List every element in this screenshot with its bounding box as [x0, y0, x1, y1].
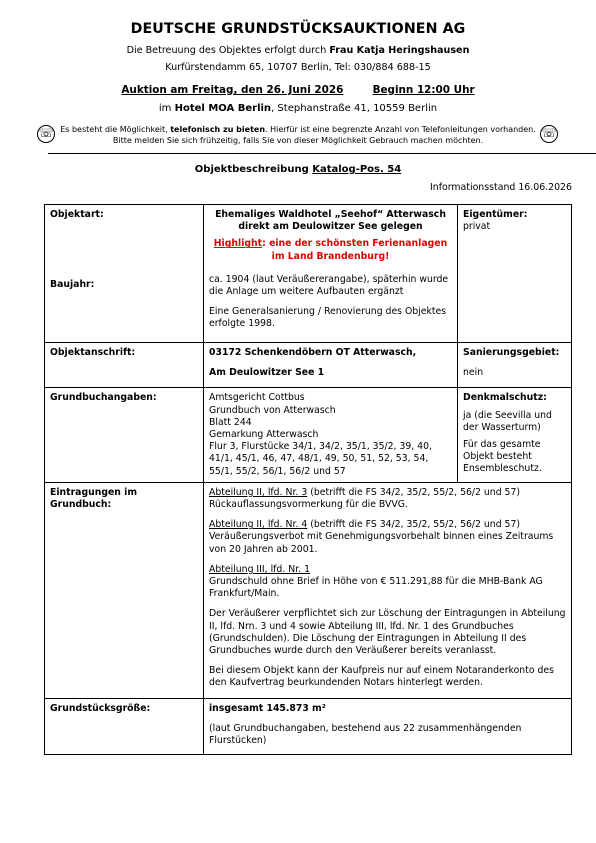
table-row	[45, 482, 572, 698]
table-row	[45, 698, 572, 755]
telephone-bidding-notice	[58, 124, 538, 146]
value-cell	[204, 698, 572, 755]
eintragungen-label: Eintragungen im Grundbuch:	[50, 486, 138, 511]
denkmal-value: ja (die Seevilla und der Wasserturm)	[463, 409, 552, 433]
entry-heading: Abteilung II, lfd. Nr. 3	[209, 486, 308, 498]
entry-heading: Abteilung III, lfd. Nr. 1	[209, 563, 310, 575]
value-cell	[204, 388, 458, 482]
table-row	[45, 343, 572, 388]
grundbuch-line: Amtsgericht Cottbus	[209, 392, 305, 404]
entry-text: Grundschuld ohne Brief in Höhe von € 511.291,88 für die MHB-Bank AG Frankfurt/Main.	[209, 576, 543, 600]
groesse-note: (laut Grundbuchangaben, bestehend aus 22 zusammenhängenden Flurstücken)	[209, 722, 522, 747]
anschrift-line1: 03172 Schenkendöbern OT Atterwasch,	[209, 347, 417, 358]
page-title: DEUTSCHE GRUNDSTÜCKSAUKTIONEN AG	[130, 21, 466, 37]
address-line: Kurfürstendamm 65, 10707 Berlin, Tel: 030/884 688-15	[165, 62, 431, 73]
highlight-label: Highlight	[213, 238, 263, 250]
entry-text: (betrifft die FS 34/2, 35/2, 55/2, 56/2 und 57) Veräußerungsverbot mit Genehmigungsvorbehalt binnen eines Zeitraums von 20 Jahren ab 2001.	[209, 519, 554, 555]
description-heading	[0, 164, 596, 175]
grundbuch-line: Grundbuch von Atterwasch	[209, 404, 336, 416]
phone-icon: ☏	[37, 125, 55, 143]
objektart-title: Ehemaliges Waldhotel „Seehof“ Atterwasch direkt am Deulowitzer See gelegen	[215, 209, 446, 233]
venue-name: Hotel MOA Berlin	[174, 103, 272, 114]
sanierung-text: Eine Generalsanierung / Renovierung des Objektes erfolgte 1998.	[209, 306, 447, 330]
care-prefix: Die Betreuung des Objektes erfolgt durch	[126, 45, 327, 56]
phone-icon: ☏	[540, 125, 558, 143]
table-row	[45, 388, 572, 482]
care-person: Frau Katja Heringshausen	[329, 45, 470, 56]
grundbuch-line: Flur 3, Flurstücke 34/1, 34/2, 35/1, 35/2, 39, 40, 41/1, 45/1, 46, 47, 48/1, 49, 50, 51, 52, 53, 54, 55/1, 55/2, 56/1, 56/2 und 57	[209, 441, 432, 477]
value-cell	[204, 205, 458, 343]
objektart-label: Objektart:	[50, 209, 104, 220]
grundbuch-label: Grundbuchangaben:	[50, 392, 157, 404]
catalog-position: Katalog-Pos. 54	[312, 164, 402, 175]
anschrift-line2: Am Deulowitzer See 1	[209, 367, 325, 379]
label-cell	[45, 205, 204, 343]
denkmal-note: Für das gesamte Objekt besteht Ensembleschutz.	[463, 439, 542, 475]
property-table	[44, 204, 572, 755]
notice-text-2: . Hierfür ist eine begrenzte Anzahl von Telefonleitungen vorhanden. Bitte melden Sie sich frühzeitig, falls Sie von dieser Möglichkeit Gebrauch machen möchten.	[112, 125, 536, 145]
sanierungsgebiet-label: Sanierungsgebiet:	[463, 347, 560, 358]
side-cell	[458, 343, 572, 388]
eigentuemer-label: Eigentümer:	[463, 209, 528, 220]
grundbuch-line: Gemarkung Atterwasch	[209, 429, 319, 441]
notice-text: Es besteht die Möglichkeit,	[60, 125, 168, 134]
auction-date: Auktion am Freitag, den 26. Juni 2026	[121, 84, 344, 96]
side-cell	[458, 388, 572, 482]
anschrift-label: Objektanschrift:	[50, 347, 136, 358]
value-cell	[204, 482, 572, 698]
entry-text: Bei diesem Objekt kann der Kaufpreis nur auf einem Notaranderkonto des den Kaufvertrag beurkundenden Notars hinterlegt werden.	[209, 665, 554, 689]
denkmal-label: Denkmalschutz:	[463, 392, 547, 404]
side-cell	[458, 205, 572, 343]
baujahr-label: Baujahr:	[50, 279, 95, 291]
highlight-text: : eine der schönsten Ferienanlagen im Land Brandenburg!	[262, 238, 448, 262]
venue-prefix: im	[158, 103, 172, 114]
entry-2	[209, 519, 566, 556]
groesse-value: insgesamt 145.873 m²	[209, 702, 326, 714]
notice-bold: telefonisch zu bieten	[170, 125, 266, 134]
care-line	[0, 45, 596, 56]
label-cell	[45, 388, 204, 482]
entry-text: (betrifft die FS 34/2, 35/2, 55/2, 56/2 und 57) Rückauflassungsvormerkung für die BVVG.	[209, 486, 521, 511]
label-cell	[45, 343, 204, 388]
value-cell	[204, 343, 458, 388]
auction-line	[0, 84, 596, 96]
grundbuch-line: Blatt 244	[209, 416, 252, 428]
label-cell	[45, 482, 204, 698]
venue-address: , Stephanstraße 41, 10559 Berlin	[271, 103, 438, 114]
entry-heading: Abteilung II, lfd. Nr. 4	[209, 519, 308, 531]
separator-line	[48, 153, 596, 154]
auction-time: Beginn 12:00 Uhr	[372, 84, 475, 96]
baujahr-text: ca. 1904 (laut Veräußererangabe), späterhin wurde die Anlage um weitere Aufbauten ergänzt	[209, 273, 449, 298]
entry-text: Der Veräußerer verpflichtet sich zur Löschung der Eintragungen in Abteilung II, lfd. Nrn. 3 und 4 sowie Abteilung III, lfd. Nr. 1 des Grundbuches (Grundschulden). Die Löschung der Eintragungen in Abteilung II des Grundbuches wurde durch den Veräußerer bereits veranlasst.	[209, 608, 566, 657]
groesse-label: Grundstücksgröße:	[50, 702, 151, 714]
eigentuemer-value: privat	[463, 221, 491, 233]
highlight	[209, 238, 452, 262]
venue-line	[0, 103, 596, 114]
sanierungsgebiet-value: nein	[463, 367, 484, 379]
table-row	[45, 205, 572, 343]
info-date: Informationsstand 16.06.2026	[429, 182, 572, 193]
description-prefix: Objektbeschreibung	[194, 164, 309, 175]
label-cell	[45, 698, 204, 755]
entry-1	[209, 487, 566, 511]
